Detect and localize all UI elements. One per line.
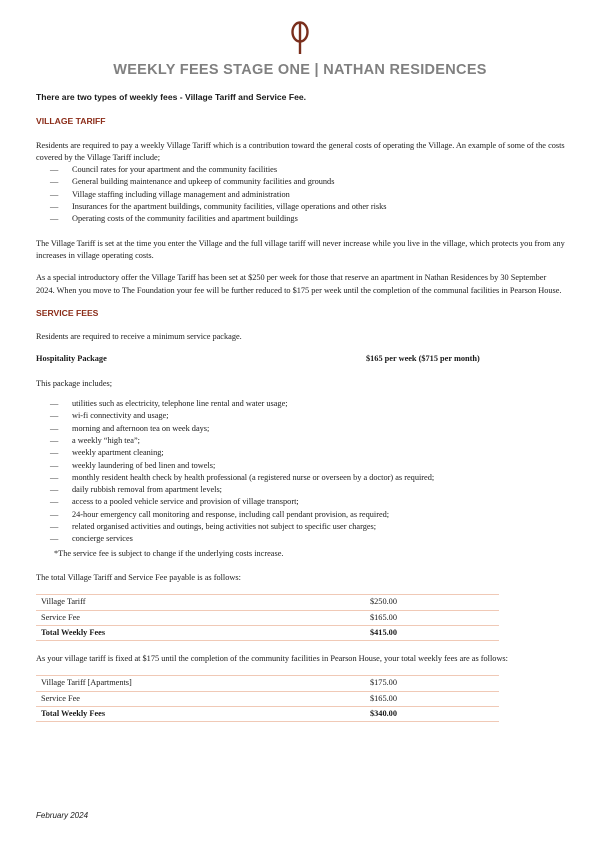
list-item: — weekly laundering of bed linen and towels; <box>36 460 566 472</box>
table-row <box>36 676 499 691</box>
village-tariff-para3: As a special introductory offer the Village Tariff has been set at $250 per week for those that reserve an apartment in Nathan Residences by 30 September 2024. When you move to The Foundation your fee will be further reduced to $175 per week until the completion of the communal facilities in Pearson House. <box>36 273 562 295</box>
fee-amount: $415.00 <box>365 625 499 640</box>
document-body <box>36 91 566 734</box>
list-item: — daily rubbish removal from apartment levels; <box>36 484 566 496</box>
service-fees-para1: Residents are required to receive a minimum service package. <box>36 332 242 342</box>
list-item: — Insurances for the apartment buildings, community facilities, village operations and other risks <box>36 201 566 213</box>
list-item: — a weekly “high tea”; <box>36 435 566 447</box>
total-row <box>36 625 499 640</box>
fee-amount: $340.00 <box>365 706 499 721</box>
village-tariff-para2: The Village Tariff is set at the time you enter the Village and the full village tariff will never increase while you live in the village, which protects you from any increases in village operating costs. <box>36 238 565 260</box>
fees-table-2 <box>36 675 499 722</box>
includes-label: This package includes; <box>36 378 113 388</box>
service-fees-heading: SERVICE FEES <box>36 307 99 318</box>
fee-amount: $165.00 <box>365 610 499 625</box>
total-row <box>36 706 499 721</box>
table-row <box>36 691 499 706</box>
fee-label: Village Tariff [Apartments] <box>36 676 365 691</box>
totals-intro-2: As your village tariff is fixed at $175 until the completion of the community facilities in Pearson House, your total weekly fees are as follows: <box>36 654 508 664</box>
table-row <box>36 595 499 610</box>
package-price: $165 per week ($715 per month) <box>366 354 480 364</box>
fee-amount: $250.00 <box>365 595 499 610</box>
stylized-tree-logo-icon <box>289 21 311 55</box>
list-item: — access to a pooled vehicle service and provision of village transport; <box>36 496 566 508</box>
fee-amount: $165.00 <box>365 691 499 706</box>
list-item: — weekly apartment cleaning; <box>36 447 566 459</box>
totals-intro-1: The total Village Tariff and Service Fee payable is as follows: <box>36 572 241 582</box>
list-item: — monthly resident health check by health professional (a registered nurse or overseen by a doctor) as required; <box>36 472 566 484</box>
fee-label: Service Fee <box>36 610 365 625</box>
package-name: Hospitality Package <box>36 354 107 364</box>
package-row <box>36 353 566 365</box>
fee-label: Total Weekly Fees <box>36 625 365 640</box>
list-item: — General building maintenance and upkeep of community facilities and grounds <box>36 176 566 188</box>
list-item: — Council rates for your apartment and the community facilities <box>36 164 566 176</box>
fee-amount: $175.00 <box>365 676 499 691</box>
page-title: WEEKLY FEES STAGE ONE | NATHAN RESIDENCES <box>113 62 487 78</box>
list-item: — Village staffing including village management and administration <box>36 189 566 201</box>
service-package-list <box>36 398 566 546</box>
fee-label: Village Tariff <box>36 595 365 610</box>
service-fee-note: *The service fee is subject to change if the underlying costs increase. <box>54 548 284 558</box>
list-item: — Operating costs of the community facilities and apartment buildings <box>36 213 566 225</box>
fees-table-1 <box>36 594 499 641</box>
list-item: — utilities such as electricity, telephone line rental and water usage; <box>36 398 566 410</box>
village-tariff-list <box>36 164 566 225</box>
list-item: — morning and afternoon tea on week days; <box>36 423 566 435</box>
list-item: — related organised activities and outings, being activities not subject to specific user charges; <box>36 521 566 533</box>
list-item: — concierge services <box>36 533 566 545</box>
list-item: — wi-fi connectivity and usage; <box>36 410 566 422</box>
fee-label: Total Weekly Fees <box>36 706 365 721</box>
footer-date: February 2024 <box>36 811 89 820</box>
table-row <box>36 610 499 625</box>
intro-text: There are two types of weekly fees - Village Tariff and Service Fee. <box>36 92 307 102</box>
village-tariff-heading: VILLAGE TARIFF <box>36 116 106 127</box>
fee-label: Service Fee <box>36 691 365 706</box>
list-item: — 24-hour emergency call monitoring and response, including call pendant provision, as required; <box>36 509 566 521</box>
village-tariff-para1: Residents are required to pay a weekly Village Tariff which is a contribution toward the general costs of operating the Village. An example of some of the costs covered by the Village Tariff include; <box>36 140 565 162</box>
